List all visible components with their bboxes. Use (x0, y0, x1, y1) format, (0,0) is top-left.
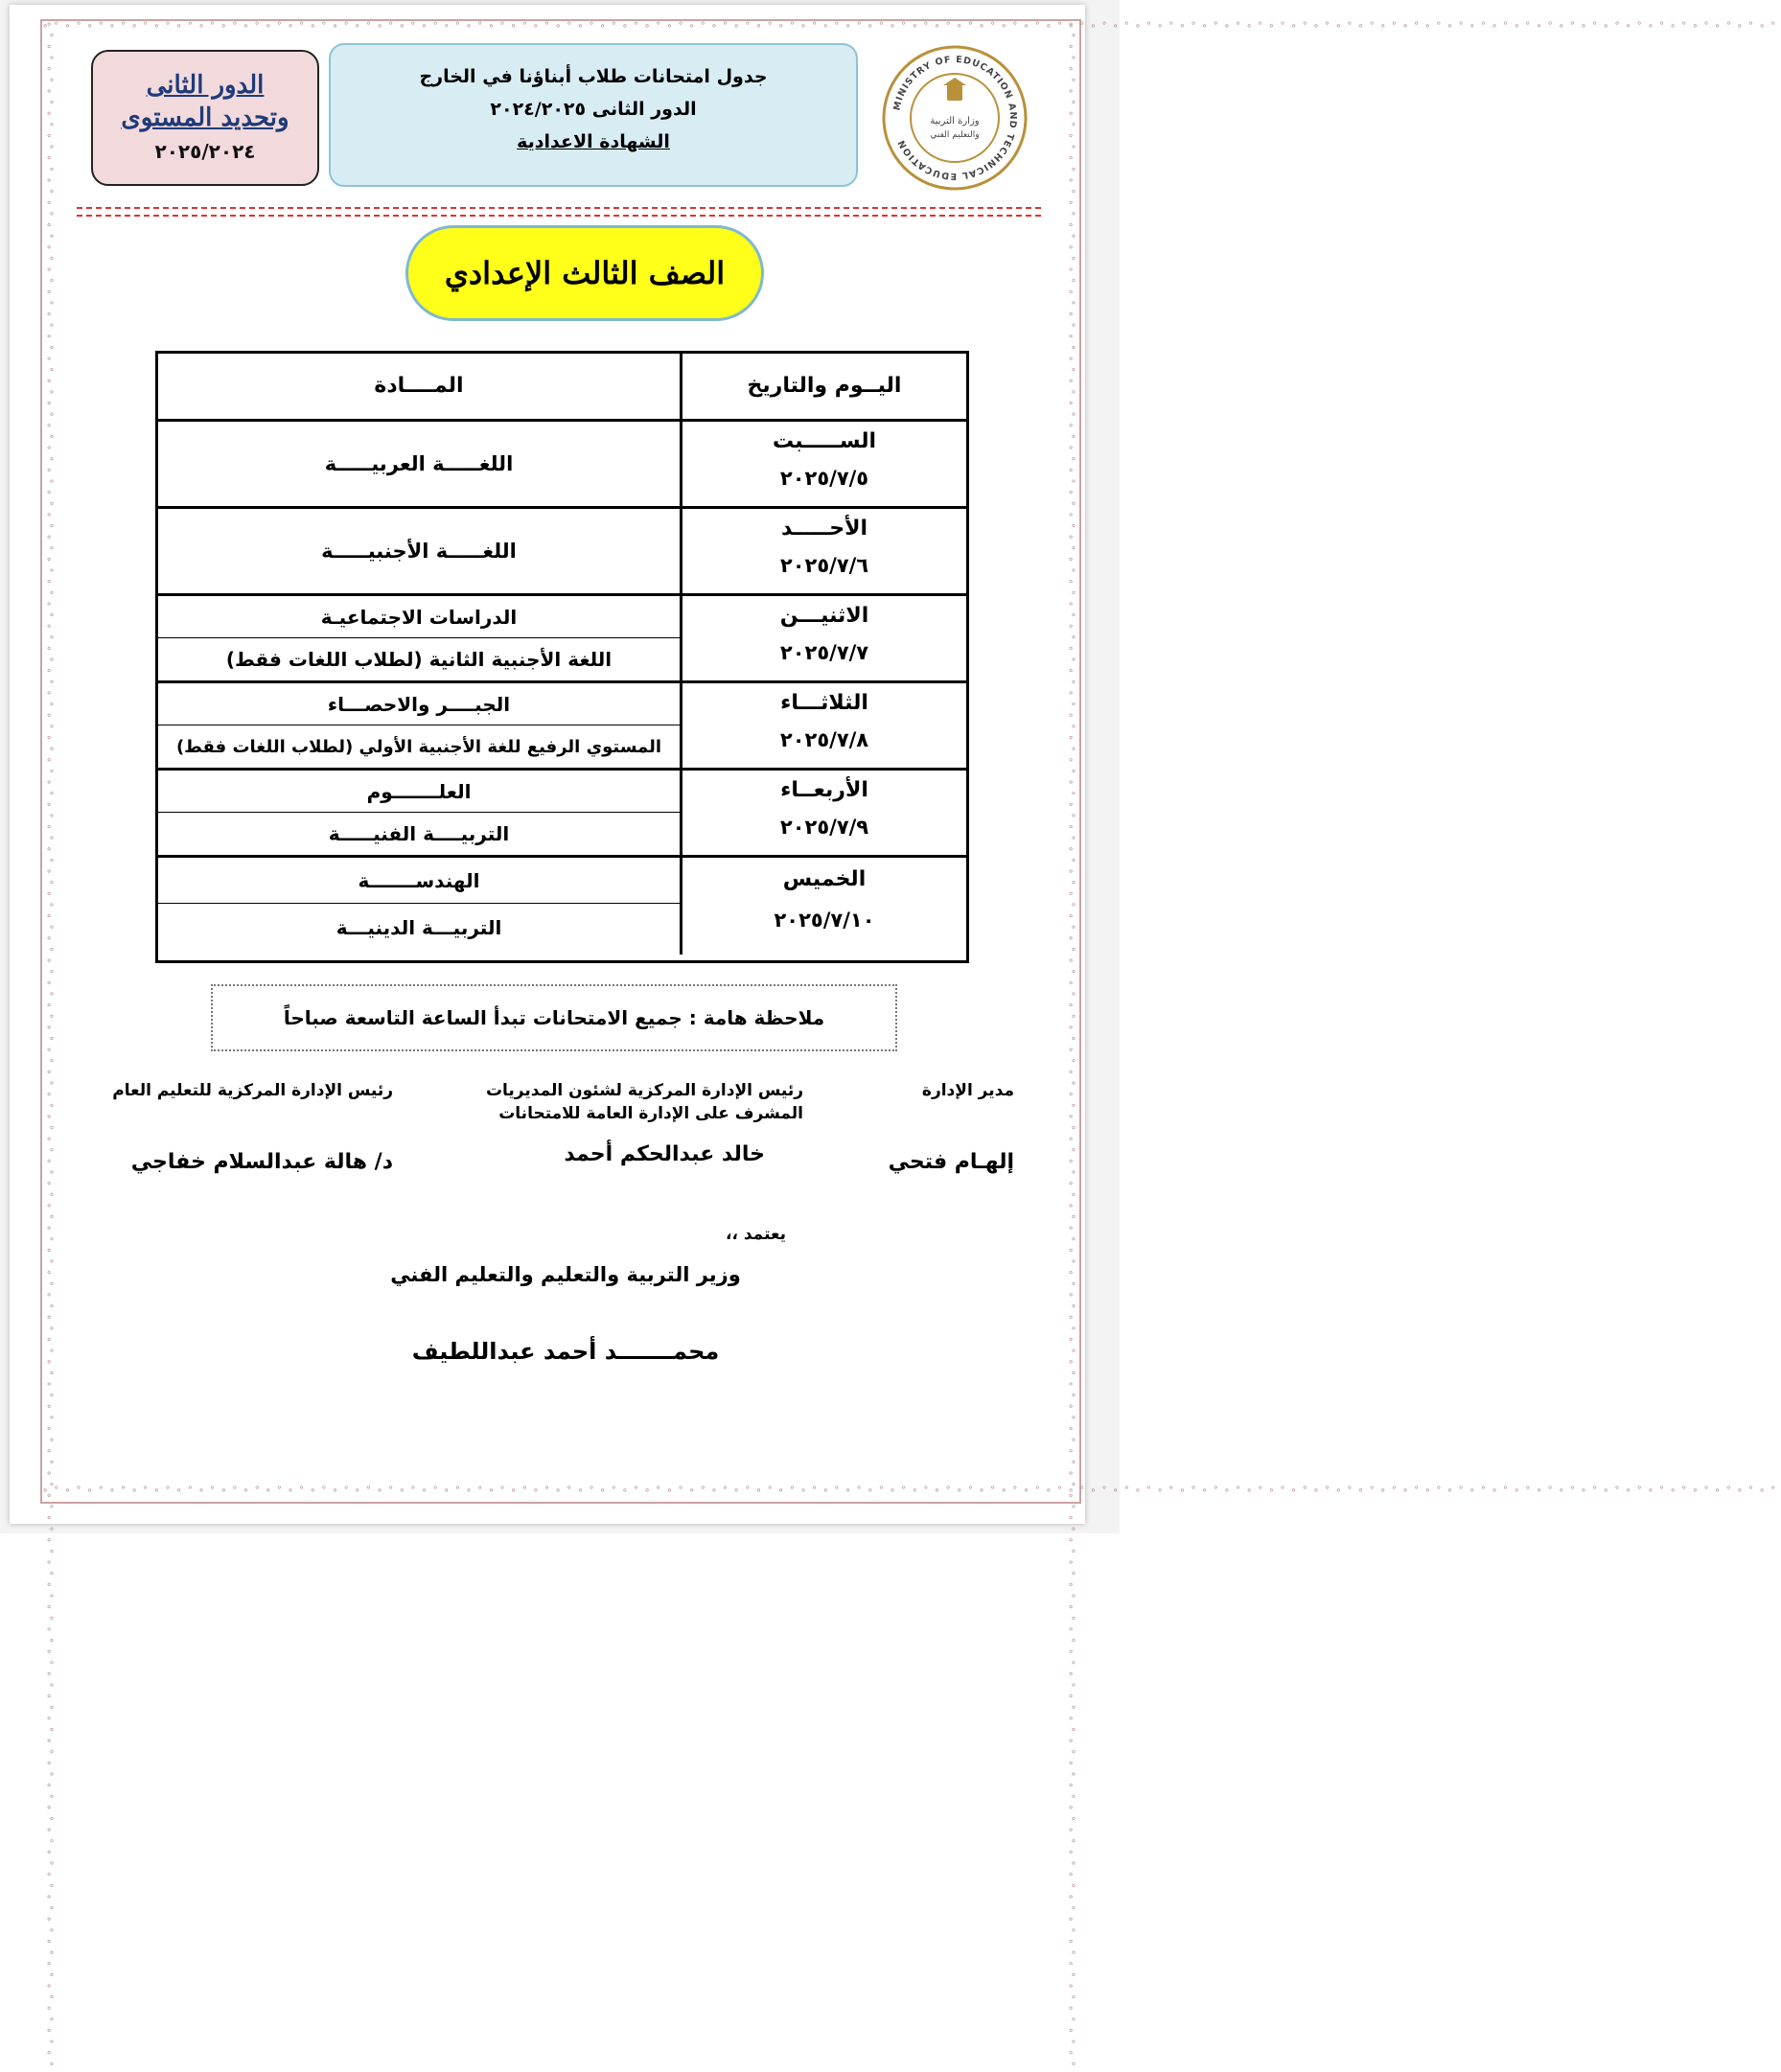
signature-title: رئيس الإدارة المركزية للتعليم العام (112, 1081, 393, 1100)
day-name: الأحـــــد (780, 517, 868, 541)
signature-name: خالد عبدالحكم أحمد (564, 1142, 765, 1166)
svg-text:MINISTRY OF EDUCATION AND TECH: MINISTRY OF EDUCATION AND TECHNICAL EDUCATION (891, 54, 1019, 182)
day-date: ٢٠٢٥/٧/٦ (779, 554, 869, 577)
signature-block-central-admin (439, 1081, 803, 1166)
day-name: الأربعــاء (780, 778, 868, 802)
day-name: الاثنيـــن (779, 604, 869, 628)
approval-name: محمـــــــد أحمد عبداللطيف (411, 1338, 720, 1365)
subject-name: التربيــــة الفنيـــــة (328, 822, 510, 845)
level-label: وتحديد المستوى (121, 104, 289, 132)
day-name: الثلاثـــاء (780, 691, 868, 715)
border-dots-right: ∘°∘°∘°∘°∘°∘°∘°∘°∘°∘°∘°∘°∘°∘°∘°∘°∘°∘°∘°∘°∘°∘°∘°∘°∘°∘°∘°∘°∘°∘°∘°∘°∘°∘°∘°∘°∘°∘°∘°∘°∘°∘°∘°∘°∘°∘°∘°∘°∘°∘°∘°∘°∘°∘°∘°∘°∘°∘°∘°∘°∘°∘°∘°∘°∘°∘°∘°∘°∘°∘°∘°∘°∘°∘°∘°∘°∘°∘°∘°∘°∘°∘°∘°∘°∘°∘°∘°∘°∘°∘°∘°∘° (1065, 21, 1076, 2072)
table-row (158, 858, 966, 955)
subject-name: التربيـــة الدينيـــة (335, 916, 502, 939)
table-row (158, 422, 966, 509)
subject-cell (158, 771, 680, 855)
header-subject-label: المــــادة (374, 374, 464, 398)
schedule-title: جدول امتحانات طلاب أبناؤنا في الخارج (419, 66, 768, 87)
approval-title: وزير التربية والتعليم والتعليم الفني (390, 1263, 741, 1286)
day-name: الســـــبت (772, 429, 877, 453)
round-info-box (91, 50, 319, 186)
signature-title: رئيس الإدارة المركزية لشئون المديريات (485, 1081, 803, 1100)
border-dots-top: ∘°∘°∘°∘°∘°∘°∘°∘°∘°∘°∘°∘°∘°∘°∘°∘°∘°∘°∘°∘°∘°∘°∘°∘°∘°∘°∘°∘°∘°∘°∘°∘°∘°∘°∘°∘°∘°∘°∘°∘°∘°∘°∘°∘°∘°∘°∘°∘°∘°∘°∘°∘°∘°∘°∘°∘°∘°∘°∘°∘°∘°∘°∘°∘°∘°∘°∘°∘°∘°∘°∘°∘°∘°∘°∘°∘°∘°∘° (42, 21, 1781, 32)
day-cell (680, 509, 966, 593)
signature-subtitle: المشرف على الإدارة العامة للامتحانات (498, 1104, 803, 1123)
round-label: الدور الثانى (146, 71, 265, 100)
svg-text:وزارة التربية: وزارة التربية (930, 116, 980, 127)
border-dots-left: ∘°∘°∘°∘°∘°∘°∘°∘°∘°∘°∘°∘°∘°∘°∘°∘°∘°∘°∘°∘°∘°∘°∘°∘°∘°∘°∘°∘°∘°∘°∘°∘°∘°∘°∘°∘°∘°∘°∘°∘°∘°∘°∘°∘°∘°∘°∘°∘°∘°∘°∘°∘°∘°∘°∘°∘°∘°∘°∘°∘°∘°∘°∘°∘°∘°∘°∘°∘°∘°∘°∘°∘°∘°∘°∘°∘°∘°∘°∘°∘°∘°∘°∘°∘°∘°∘°∘°∘°∘°∘°∘°∘° (43, 21, 54, 2072)
header-divider (77, 207, 1041, 217)
subject-cell (158, 683, 680, 768)
signature-name: د/ هالة عبدالسلام خفاجي (130, 1150, 393, 1174)
approval-label: يعتمد ،، (726, 1225, 786, 1244)
schedule-title-box (329, 43, 858, 187)
year-label: ٢٠٢٥/٢٠٢٤ (154, 140, 256, 163)
subject-name: اللغـــــة العربيـــــة (324, 452, 514, 475)
table-header-row (158, 354, 966, 422)
schedule-round: الدور الثانى ٢٠٢٤/٢٠٢٥ (490, 99, 697, 120)
day-cell (680, 422, 966, 506)
table-row (158, 771, 966, 858)
day-date: ٢٠٢٥/٧/٧ (779, 641, 869, 664)
header-subject-cell (158, 354, 680, 419)
day-cell (680, 858, 966, 955)
signature-block-general-education (77, 1081, 393, 1174)
subject-cell (158, 858, 680, 955)
subject-cell (158, 596, 680, 680)
day-cell (680, 771, 966, 855)
subject-name: الجبــــر والاحصـــاء (158, 683, 680, 725)
subject-name: المستوي الرفيع للغة الأجنبية الأولي (لطلاب اللغات فقط) (175, 736, 662, 757)
subject-cell (158, 422, 680, 506)
border-dots-bottom: ∘°∘°∘°∘°∘°∘°∘°∘°∘°∘°∘°∘°∘°∘°∘°∘°∘°∘°∘°∘°∘°∘°∘°∘°∘°∘°∘°∘°∘°∘°∘°∘°∘°∘°∘°∘°∘°∘°∘°∘°∘°∘°∘°∘°∘°∘°∘°∘°∘°∘°∘°∘°∘°∘°∘°∘°∘°∘°∘°∘°∘°∘°∘°∘°∘°∘°∘°∘°∘°∘°∘°∘°∘°∘°∘°∘°∘°∘° (42, 1485, 1781, 1496)
ministry-seal-logo (880, 43, 1029, 193)
day-date: ٢٠٢٥/٧/٩ (779, 816, 869, 839)
exam-schedule-table (155, 351, 969, 963)
signature-name: إلهـام فتحي (888, 1150, 1014, 1174)
day-cell (680, 683, 966, 768)
important-note: ملاحظة هامة : جميع الامتحانات تبدأ الساعة التاسعة صباحاً (211, 984, 897, 1051)
day-date: ٢٠٢٥/٧/١٠ (774, 909, 875, 932)
day-name: الخميس (782, 867, 867, 891)
table-row (158, 596, 966, 683)
day-date: ٢٠٢٥/٧/٨ (779, 728, 869, 751)
subject-name: اللغة الأجنبية الثانية (لطلاب اللغات فقط) (225, 648, 613, 671)
svg-text:والتعليم الفني: والتعليم الفني (930, 130, 980, 140)
subject-name: اللغـــــة الأجنبيـــــة (321, 540, 517, 563)
header-day-cell (680, 354, 966, 419)
signature-block-director (870, 1081, 1014, 1174)
grade-title: الصف الثالث الإعدادي (405, 225, 764, 321)
day-date: ٢٠٢٥/٧/٥ (779, 467, 869, 490)
table-row (158, 509, 966, 596)
subject-name: الهندســـــــة (158, 858, 680, 904)
certificate-name: الشهادة الاعدادية (517, 131, 670, 152)
signature-title: مدير الإدارة (921, 1081, 1014, 1100)
day-cell (680, 596, 966, 680)
subject-name: العلـــــــوم (158, 771, 680, 813)
subject-name: الدراسات الاجتماعيـة (158, 596, 680, 638)
table-row (158, 683, 966, 771)
header-day-label: اليــوم والتاريخ (747, 374, 902, 398)
subject-cell (158, 509, 680, 593)
